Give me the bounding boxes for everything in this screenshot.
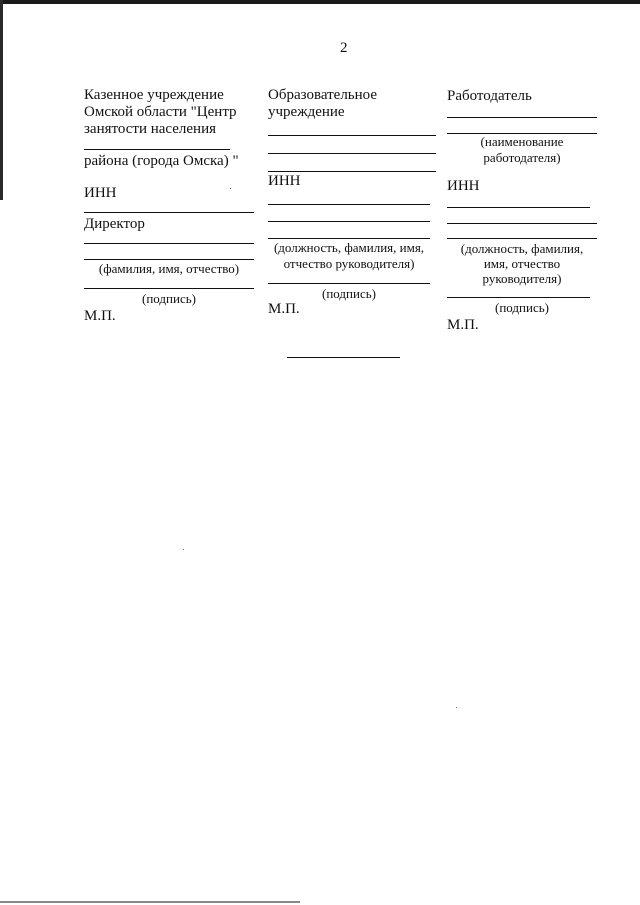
employer-position-caption-1: (должность, фамилия, [460,241,584,256]
edu-name-line-2: учреждение [268,104,345,120]
center-fio-caption: (фамилия, имя, отчество) [98,261,240,276]
center-director-line-1 [84,243,254,244]
employer-position-caption-3: руководителя) [482,271,562,286]
center-name-line-3: занятости населения [84,121,217,137]
employer-signature-caption: (подпись) [495,300,549,315]
center-inn-label: ИНН [84,185,117,201]
edu-position-caption-1: (должность, фамилия, имя, [273,240,425,255]
page-number: 2 [340,40,348,56]
edu-position-line-1 [268,221,430,222]
employer-name-caption-2: работодателя) [483,150,561,165]
employer-inn-label: ИНН [447,178,480,194]
employer-position-line-2 [447,238,597,239]
edu-inn-line [268,204,430,205]
center-name-line-2: Омской области "Центр [84,104,237,120]
scan-speck [456,707,457,708]
employer-signature-line [447,297,590,298]
scan-edge-top [0,0,640,4]
employer-position-caption-2: имя, отчество [483,256,561,271]
edu-signature-caption: (подпись) [322,286,376,301]
center-stamp-label: М.П. [84,308,116,324]
center-director-label: Директор [84,216,145,232]
edu-position-line-2 [268,238,430,239]
edu-position-caption-2: отчество руководителя) [283,256,415,271]
employer-inn-line [447,207,590,208]
employer-stamp-label: М.П. [447,317,479,333]
center-name-blank-line [84,149,230,150]
edu-signature-line [268,283,430,284]
edu-stamp-label: М.П. [268,301,300,317]
center-signature-line [84,288,254,289]
edu-name-line-blank-1 [268,135,436,136]
employer-name-caption-1: (наименование [480,134,564,149]
scan-edge-left [0,0,3,200]
scan-speck [230,188,231,189]
edu-name-line-blank-2 [268,153,436,154]
end-of-document-line [287,357,400,358]
edu-inn-label: ИНН [268,173,301,189]
employer-position-line-1 [447,223,597,224]
center-name-line-4: района (города Омска) " [84,153,239,169]
scan-speck [183,549,184,550]
center-signature-caption: (подпись) [142,291,196,306]
center-name-line-1: Казенное учреждение [84,87,224,103]
center-director-line-2 [84,259,254,260]
employer-title: Работодатель [447,88,532,104]
edu-name-line-1: Образовательное [268,87,378,103]
employer-name-line-1 [447,117,597,118]
scan-edge-bottom [0,901,300,903]
center-inn-line [84,212,254,213]
